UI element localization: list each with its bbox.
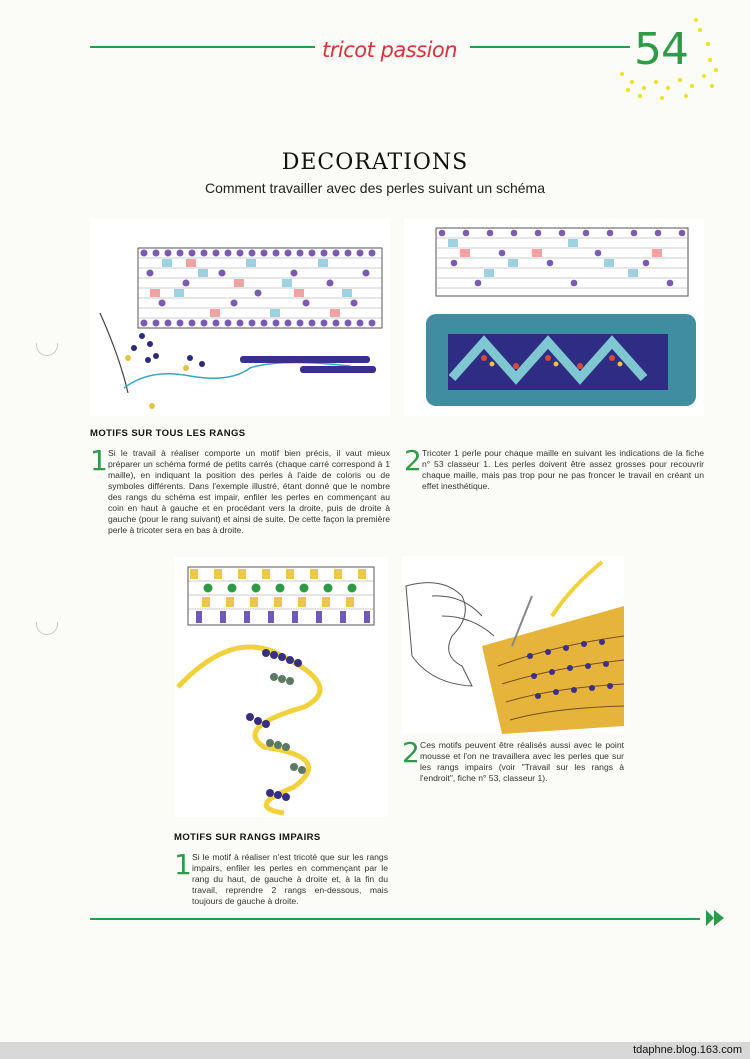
section2-step1 <box>174 848 388 907</box>
step-number: 1 <box>90 444 108 477</box>
section1-step2 <box>404 444 704 492</box>
section2-heading: MOTIFS SUR RANGS IMPAIRS <box>174 832 321 843</box>
header-rule-left <box>90 46 315 48</box>
section2-step2 <box>402 736 624 784</box>
brand-title: tricot passion <box>322 38 458 62</box>
hand-knitting-illustration <box>402 556 624 734</box>
page-subtitle: Comment travailler avec des perles suivant un schéma <box>204 180 546 196</box>
beaded-swatch-photo <box>404 218 704 416</box>
hand-knitting-photo <box>402 556 624 734</box>
binder-hole <box>36 622 58 635</box>
footer-credit: tdaphne.blog.163.com <box>633 1044 742 1056</box>
bead-chart-diagram <box>90 218 390 416</box>
odd-rows-chart-diagram <box>174 557 388 817</box>
step-text: Ces motifs peuvent être réalisés aussi avec le point mousse et l'on ne travaillera avec les perles que sur les rangs impairs (voir "Travail sur les rangs à l'endroit", fiche n° 53, classeur 1). <box>420 740 624 783</box>
section1-step1 <box>90 444 390 536</box>
step-number: 1 <box>174 848 192 881</box>
beads-chart-photo <box>90 218 390 416</box>
step-text: Si le motif à réaliser n'est tricoté que sur les rangs impairs, enfiler les perles en commençant par le rang du haut, de gauche à droite et, à la fin du travail, reprendre 2 rangs en-dessous, mais toujours de gauche à droite. <box>192 852 388 906</box>
page-title: DECORATIONS <box>281 150 469 175</box>
binder-hole <box>36 343 58 356</box>
step-text: Si le travail à réaliser comporte un motif bien précis, il vaut mieux préparer un schéma formé de petits carrés (chaque carré correspond à 1 maille), en indiquant la position des perles à l'aide de coloris ou de symboles différents. Dans l'exemple illustré, étant donné que le nombre des rangs du schéma est impair, enfiler les perles en commençant au coin en haut à gauche et en procédant vers la droite, puis de droite à gauche (pour le rang suivant) et ainsi de suite. De cette façon la première perle à tricoter sera en bas à droite. <box>108 448 390 535</box>
section1-heading: MOTIFS SUR TOUS LES RANGS <box>90 428 246 439</box>
step-number: 2 <box>404 444 422 477</box>
yarn-beads-photo <box>174 557 388 817</box>
header-rule-right <box>470 46 630 48</box>
step-text: Tricoter 1 perle pour chaque maille en suivant les indications de la fiche n° 53 classeur 1. Les perles doivent être assez grosses pour recouvrir chaque maille, mais pas trop pour ne pas froncer le travail en créant un effet inesthétique. <box>422 448 704 491</box>
double-arrow-right-icon[interactable] <box>704 908 728 928</box>
swatch-chart-diagram <box>404 218 704 416</box>
page-number: 54 <box>634 24 688 75</box>
step-number: 2 <box>402 736 420 769</box>
footer-rule <box>90 918 700 920</box>
